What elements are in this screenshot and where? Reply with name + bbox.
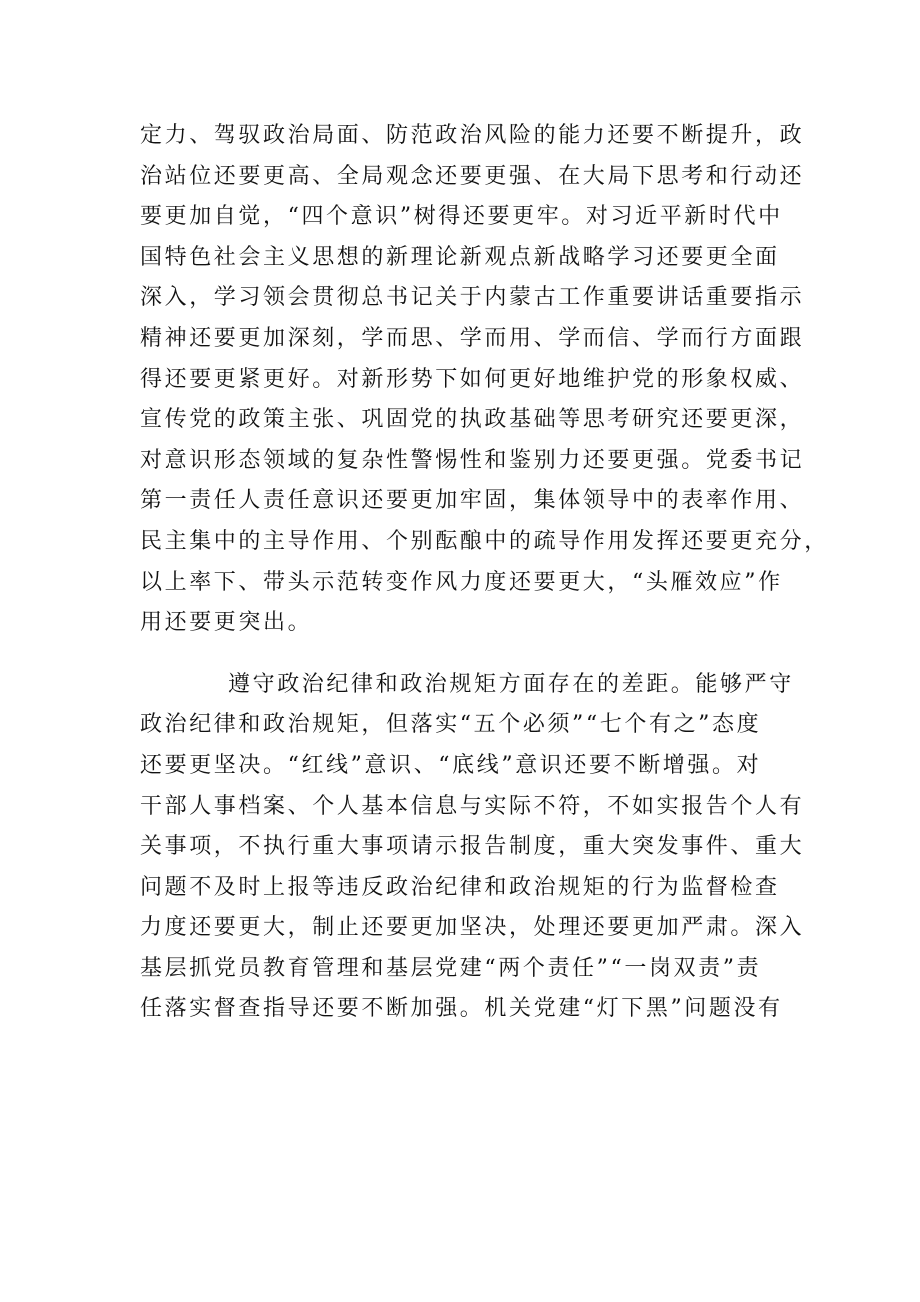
paragraph-line: 民主集中的主导作用、个别酝酿中的疏导作用发挥还要更充分， <box>140 528 829 554</box>
paragraph-gap <box>140 644 790 665</box>
paragraph-line: 深入，学习领会贯彻总书记关于内蒙古工作重要讲话重要指示 <box>140 285 805 311</box>
paragraph-line: 遵守政治纪律和政治规矩方面存在的差距。能够严守 <box>228 671 794 697</box>
paragraph-line: 基层抓党员教育管理和基层党建“两个责任”“一岗双责”责 <box>140 955 762 981</box>
paragraph-line: 要更加自觉，“四个意识”树得还要更牢。对习近平新时代中 <box>140 204 783 230</box>
paragraph-line: 对意识形态领域的复杂性警惕性和鉴别力还要更强。党委书记 <box>140 447 805 473</box>
paragraph-line: 问题不及时上报等违反政治纪律和政治规矩的行为监督检查 <box>140 874 780 900</box>
paragraph-line: 得还要更紧更好。对新形势下如何更好地维护党的形象权威、 <box>140 366 805 392</box>
paragraph-line: 干部人事档案、个人基本信息与实际不符，不如实报告个人有 <box>140 793 805 819</box>
paragraph-line: 定力、驾驭政治局面、防范政治风险的能力还要不断提升，政 <box>140 123 805 148</box>
paragraph-line: 国特色社会主义思想的新理论新观点新战略学习还要更全面 <box>140 244 780 270</box>
paragraph-line: 第一责任人责任意识还要更加牢固，集体领导中的表率作用、 <box>140 488 805 514</box>
paragraph-line: 宣传党的政策主张、巩固党的执政基础等思考研究还要更深， <box>140 407 805 433</box>
paragraph-line: 任落实督查指导还要不断加强。机关党建“灯下黑”问题没有 <box>140 996 783 1022</box>
paragraph-1 <box>140 116 829 644</box>
paragraph-line: 政治纪律和政治规矩，但落实“五个必须”“七个有之”态度 <box>140 712 762 738</box>
paragraph-line: 关事项，不执行重大事项请示报告制度，重大突发事件、重大 <box>140 834 805 860</box>
paragraph-line: 还要更坚决。“红线”意识、“底线”意识还要不断增强。对 <box>140 752 762 778</box>
paragraph-2 <box>140 665 805 1030</box>
paragraph-line: 精神还要更加深刻，学而思、学而用、学而信、学而行方面跟 <box>140 325 805 351</box>
paragraph-line: 力度还要更大，制止还要更加坚决，处理还要更加严肃。深入 <box>140 915 805 941</box>
paragraph-line: 用还要更突出。 <box>140 610 313 636</box>
paragraph-line: 治站位还要更高、全局观念还要更强、在大局下思考和行动还 <box>140 163 805 189</box>
document-body <box>140 116 829 1030</box>
paragraph-line: 以上率下、带头示范转变作风力度还要更大，“头雁效应”作 <box>140 569 783 595</box>
